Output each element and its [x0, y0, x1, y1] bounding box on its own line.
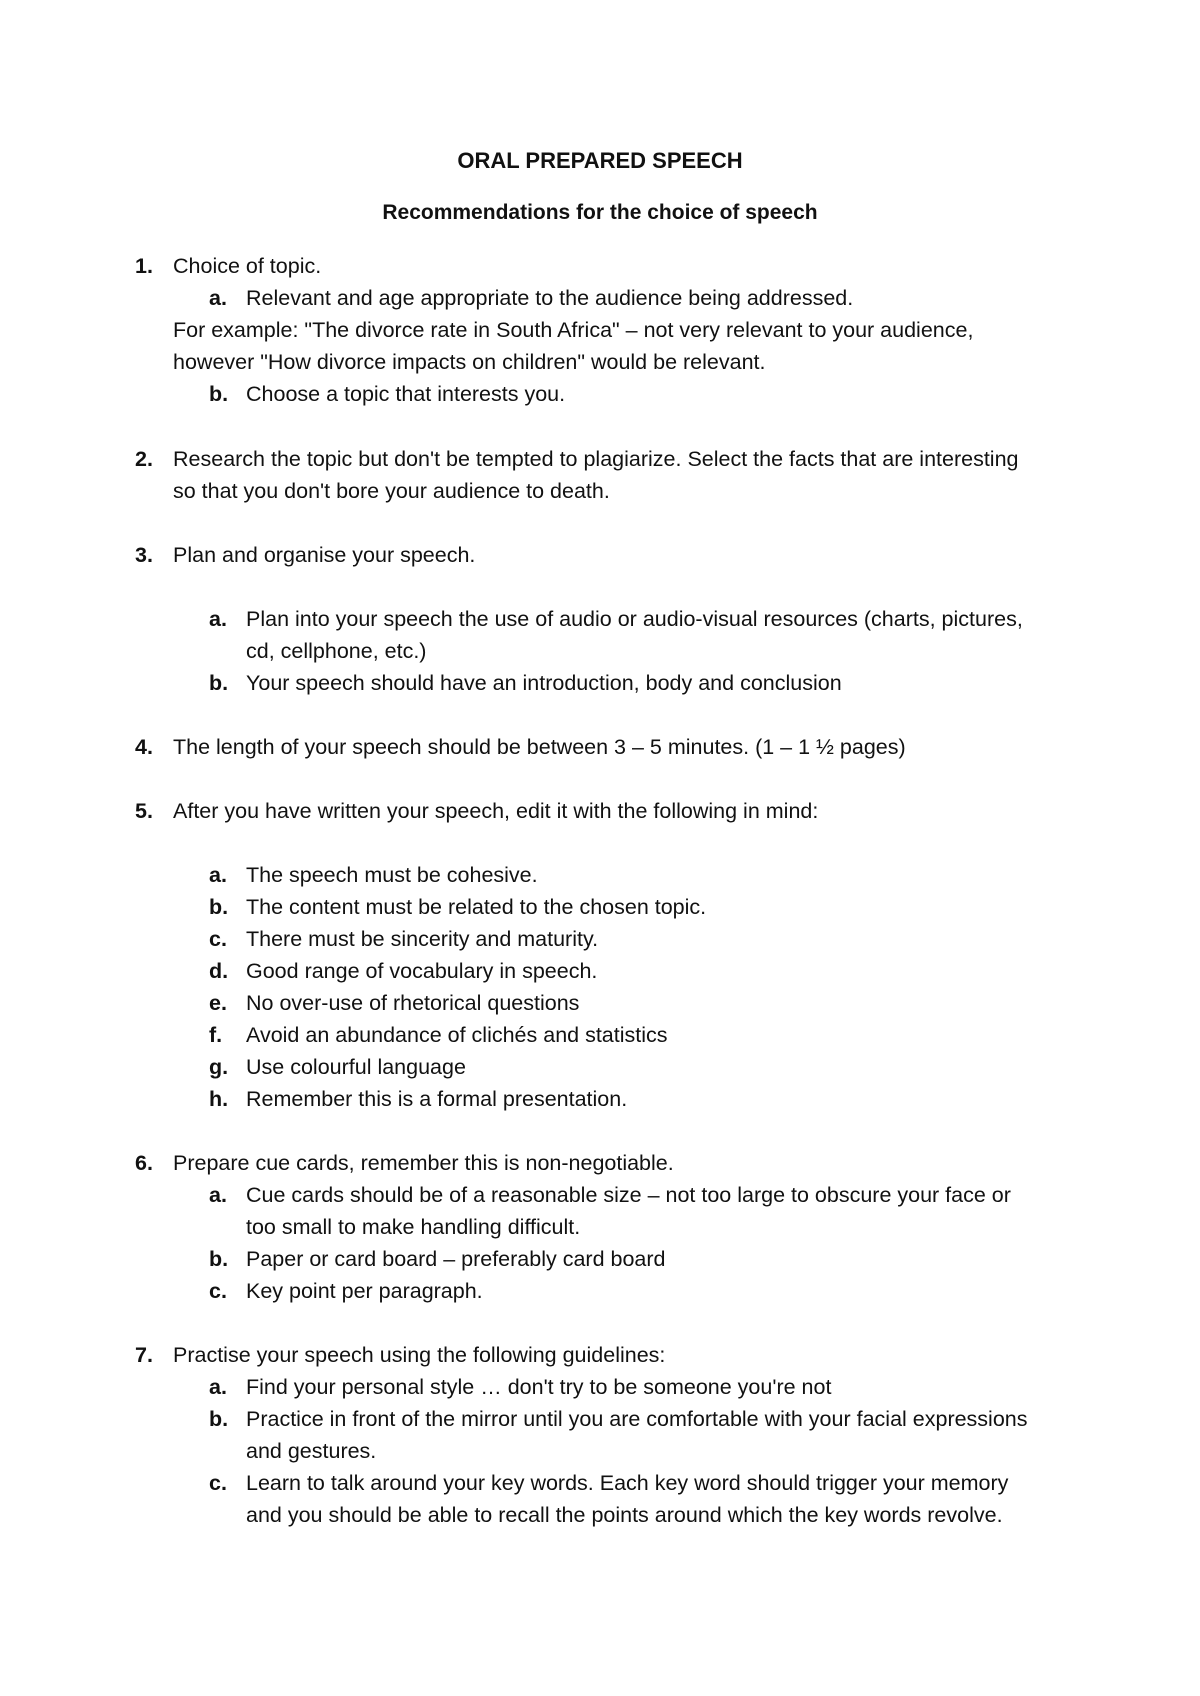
example-text: For example: "The divorce rate in South Africa" – not very relevant to your audience, [173, 318, 974, 342]
subitem-text: Use colourful language [246, 1055, 466, 1079]
item-text: Plan and organise your speech. [173, 543, 476, 567]
subitem-letter: c. [209, 1279, 227, 1303]
subitem-text: Remember this is a formal presentation. [246, 1087, 628, 1111]
item-number: 6. [135, 1151, 153, 1175]
item-number: 2. [135, 447, 153, 471]
subitem-text: Relevant and age appropriate to the audience being addressed. [246, 286, 854, 310]
subitem-text: Paper or card board – preferably card board [246, 1247, 666, 1271]
subitem-letter: h. [209, 1087, 229, 1111]
subitem-text: Cue cards should be of a reasonable size – not too large to obscure your face or [246, 1183, 1011, 1207]
subitem-letter: c. [209, 927, 227, 951]
subitem-letter: f. [209, 1023, 223, 1047]
subitem-letter: b. [209, 1247, 229, 1271]
subitem-text: Avoid an abundance of clichés and statistics [246, 1023, 668, 1047]
item-text: Practise your speech using the following guidelines: [173, 1343, 666, 1367]
item-text: Prepare cue cards, remember this is non-negotiable. [173, 1151, 674, 1175]
subitem-letter: b. [209, 382, 229, 406]
subitem-text: Your speech should have an introduction, body and conclusion [246, 671, 842, 695]
subitem-letter: b. [209, 1407, 229, 1431]
subitem-text: The speech must be cohesive. [246, 863, 538, 887]
item-text: Choice of topic. [173, 254, 322, 278]
subitem-text: too small to make handling difficult. [246, 1215, 581, 1239]
item-number: 4. [135, 735, 153, 759]
item-number: 7. [135, 1343, 153, 1367]
example-text: however "How divorce impacts on children" would be relevant. [173, 350, 766, 374]
subitem-letter: a. [209, 863, 227, 887]
subitem-text: The content must be related to the chosen topic. [246, 895, 707, 919]
page-title: ORAL PREPARED SPEECH [457, 148, 743, 173]
item-text: Research the topic but don't be tempted to plagiarize. Select the facts that are interesting [173, 447, 1019, 471]
item-number: 3. [135, 543, 153, 567]
subitem-text: Learn to talk around your key words. Each key word should trigger your memory [246, 1471, 1009, 1495]
subitem-text: Key point per paragraph. [246, 1279, 483, 1303]
subitem-text: cd, cellphone, etc.) [246, 639, 427, 663]
subitem-text: There must be sincerity and maturity. [246, 927, 599, 951]
subitem-text: Find your personal style … don't try to be someone you're not [246, 1375, 832, 1399]
item-text: so that you don't bore your audience to death. [173, 479, 610, 503]
page-subtitle: Recommendations for the choice of speech [382, 201, 818, 224]
subitem-text: Practice in front of the mirror until you are comfortable with your facial expressions [246, 1407, 1028, 1431]
subitem-text: No over-use of rhetorical questions [246, 991, 580, 1015]
subitem-text: Choose a topic that interests you. [246, 382, 566, 406]
subitem-letter: b. [209, 895, 229, 919]
item-text: The length of your speech should be between 3 – 5 minutes. (1 – 1 ½ pages) [173, 735, 906, 759]
subitem-letter: a. [209, 1183, 227, 1207]
subitem-text: and gestures. [246, 1439, 377, 1463]
subitem-text: Good range of vocabulary in speech. [246, 959, 598, 983]
subitem-letter: a. [209, 1375, 227, 1399]
subitem-letter: c. [209, 1471, 227, 1495]
subitem-letter: g. [209, 1055, 229, 1079]
item-number: 1. [135, 254, 153, 278]
subitem-letter: d. [209, 959, 229, 983]
subitem-letter: a. [209, 607, 227, 631]
subitem-letter: b. [209, 671, 229, 695]
item-text: After you have written your speech, edit it with the following in mind: [173, 799, 819, 823]
item-number: 5. [135, 799, 153, 823]
subitem-text: Plan into your speech the use of audio or audio-visual resources (charts, pictures, [246, 607, 1023, 631]
subitem-letter: a. [209, 286, 227, 310]
subitem-letter: e. [209, 991, 227, 1015]
subitem-text: and you should be able to recall the points around which the key words revolve. [246, 1503, 1003, 1527]
